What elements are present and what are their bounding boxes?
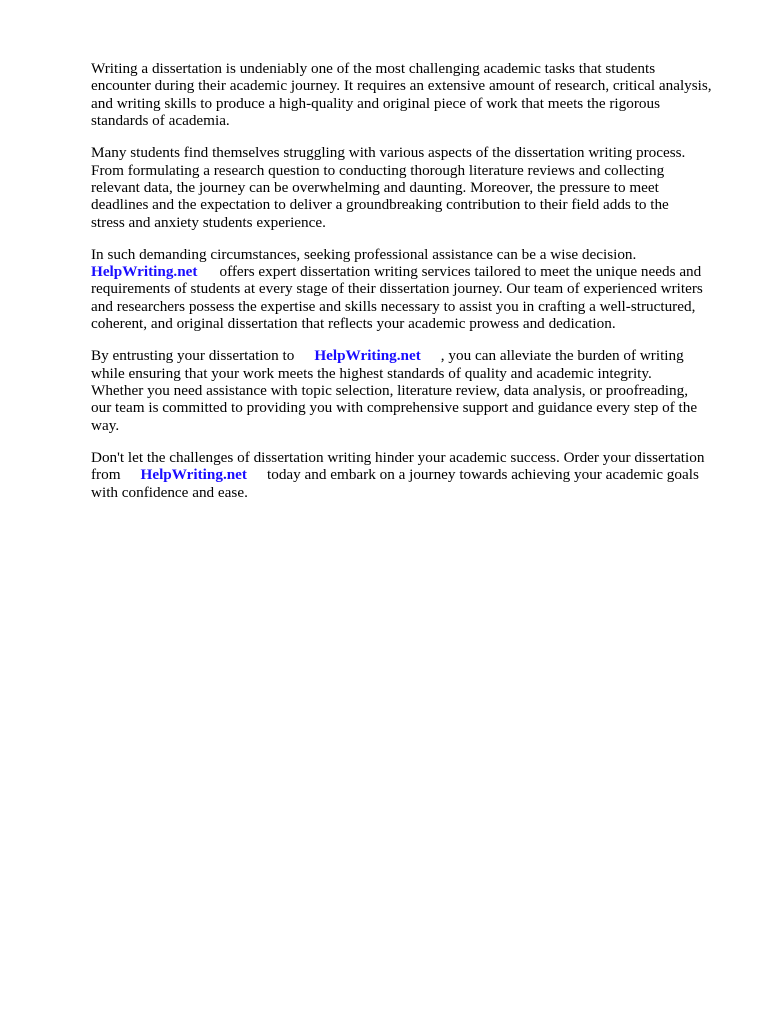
paragraph-entrusting [91,347,731,434]
helpwriting-link[interactable]: HelpWriting.net [314,347,421,365]
text-line: Writing a dissertation is undeniably one of the most challenging academic tasks that students [91,60,656,77]
text-line: with confidence and ease. [91,483,248,501]
paragraph-intro [91,60,731,130]
paragraph-struggles [91,144,731,231]
text-line-with-link [91,466,731,483]
text-fragment: today and embark on a journey towards achieving your academic goals [267,466,699,484]
text-fragment: , you can alleviate the burden of writing [440,347,684,365]
text-line: stress and anxiety students experience. [91,213,326,231]
text-line: relevant data, the journey can be overwhelming and daunting. Moreover, the pressure to meet [91,178,659,196]
paragraph-call-to-action [91,449,731,501]
helpwriting-link[interactable]: HelpWriting.net [91,263,198,281]
paragraph-assistance [91,246,731,333]
text-line-with-link [91,347,731,364]
text-line: and writing skills to produce a high-quality and original piece of work that meets the rigorous [91,94,660,112]
text-fragment: from [91,466,121,484]
text-fragment: offers expert dissertation writing services tailored to meet the unique needs and [219,263,702,281]
text-line: and researchers possess the expertise and skills necessary to assist you in crafting a well-structured, [91,297,696,315]
text-line: our team is committed to providing you with comprehensive support and guidance every step of the [91,399,698,417]
text-line: encounter during their academic journey. It requires an extensive amount of research, critical analysis, [91,77,712,95]
text-line-with-link [91,263,731,280]
text-line: requirements of students at every stage of their dissertation journey. Our team of experienced writers [91,280,703,298]
text-line: From formulating a research question to conducting thorough literature reviews and collecting [91,161,665,179]
text-line: way. [91,416,120,434]
text-line: coherent, and original dissertation that reflects your academic prowess and dedication. [91,315,616,333]
text-line: Don't let the challenges of dissertation writing hinder your academic success. Order your dissertation [91,448,705,466]
text-fragment: By entrusting your dissertation to [91,347,295,365]
text-line: while ensuring that your work meets the highest standards of quality and academic integrity. [91,364,652,382]
text-line: standards of academia. [91,112,230,130]
text-line: Whether you need assistance with topic selection, literature review, data analysis, or proofreading, [91,382,689,399]
helpwriting-link[interactable]: HelpWriting.net [140,466,247,484]
text-line: In such demanding circumstances, seeking professional assistance can be a wise decision. [91,245,637,263]
text-line: deadlines and the expectation to deliver a groundbreaking contribution to their field adds to the [91,196,669,214]
text-line: Many students find themselves struggling with various aspects of the dissertation writing process. [91,144,686,162]
document-page [91,60,731,515]
